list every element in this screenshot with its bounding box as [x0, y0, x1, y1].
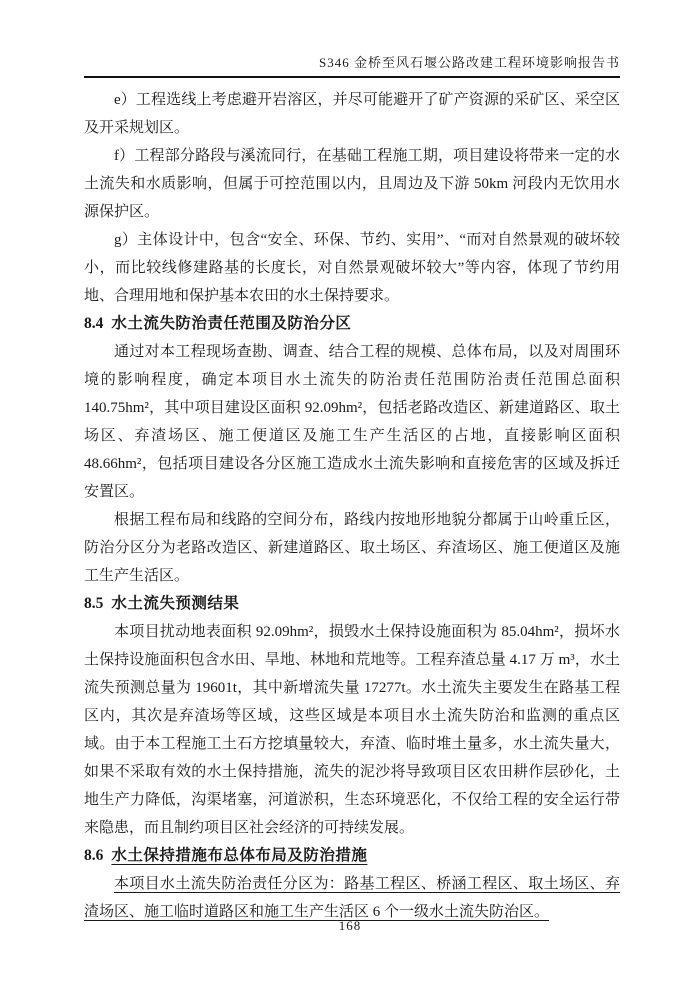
document-body [84, 86, 620, 926]
paragraph-item-e: e）工程选线上考虑避开岩溶区，并尽可能避开了矿产资源的采矿区、采空区及开采规划区。 [84, 92, 620, 136]
paragraph-item-g: g）主体设计中，包含“安全、环保、节约、实用”、“而对自然景观的破坏较小，而比较线修建路基的长度长，对自然景观破坏较大”等内容，体现了节约用地、合理用地和保护基本农田的水土保持要求。 [84, 232, 620, 304]
section-heading-8-5 [84, 590, 620, 618]
paragraph-8-4-zoning: 根据工程布局和线路的空间分布，路线内按地形地貌分都属于山岭重丘区，防治分区分为老路改造区、新建道路区、取土场区、弃渣场区、施工便道区及施工生产生活区。 [84, 512, 620, 584]
paragraph-item-f: f）工程部分路段与溪流同行，在基础工程施工期，项目建设将带来一定的水土流失和水质影响，但属于可控范围以内，且周边及下游 50km 河段内无饮用水源保护区。 [84, 148, 620, 220]
section-title-8-6: 水土保持措施布总体布局及防治措施 [111, 847, 368, 864]
section-number-8-5: 8.5 [84, 595, 104, 612]
section-heading-8-4 [84, 310, 620, 338]
paragraph-8-4-responsibility-scope: 通过对本工程现场查勘、调查、结合工程的规模、总体布局，以及对周围环境的影响程度，确定本项目水土流失的防治责任范围防治责任范围总面积 140.75hm²，其中项目建设区面积 92.09hm²，包括老路改造区、新建道路区、取土场区、弃渣场区、施工便道区及施工生产生活区的占地，直接影响区面积 48.66hm²，包括项目建设各分区施工造成水土流失影响和直接危害的区域及拆迁安置区。 [84, 344, 620, 500]
paragraph-8-5-prediction-results: 本项目扰动地表面积 92.09hm²，损毁水土保持设施面积为 85.04hm²，损坏水土保持设施面积包含水田、旱地、林地和荒地等。工程弃渣总量 4.17 万 m³，水土流失预测总量为 19601t，其中新增流失量 17277t。水土流失主要发生在路基工程区内，其次是弃渣场等区域，这些区域是本项目水土流失防治和监测的重点区域。由于本工程施工土石方挖填量较大，弃渣、临时堆土量多，水土流失量大，如果不采取有效的水土保持措施，流失的泥沙将导致项目区农田耕作层砂化，土地生产力降低，沟渠堵塞，河道淤积，生态环境恶化，不仅给工程的安全运行带来隐患，而且制约项目区社会经济的可持续发展。 [84, 624, 620, 836]
section-number-8-4: 8.4 [84, 315, 104, 332]
section-number-8-6: 8.6 [84, 847, 104, 864]
page-header [84, 52, 620, 78]
page-number: 168 [338, 918, 362, 933]
section-title-8-5: 水土流失预测结果 [111, 595, 240, 612]
paragraph-8-6-prevention-zones: 本项目水土流失防治责任分区为：路基工程区、桥涵工程区、取土场区、弃渣场区、施工临时道路区和施工生产生活区 6 个一级水土流失防治区。 [84, 876, 620, 920]
section-heading-8-6 [84, 842, 620, 870]
section-title-8-4: 水土流失防治责任范围及防治分区 [111, 315, 352, 332]
report-header-title: S346 金桥至风石堰公路改建工程环境影响报告书 [319, 55, 620, 70]
